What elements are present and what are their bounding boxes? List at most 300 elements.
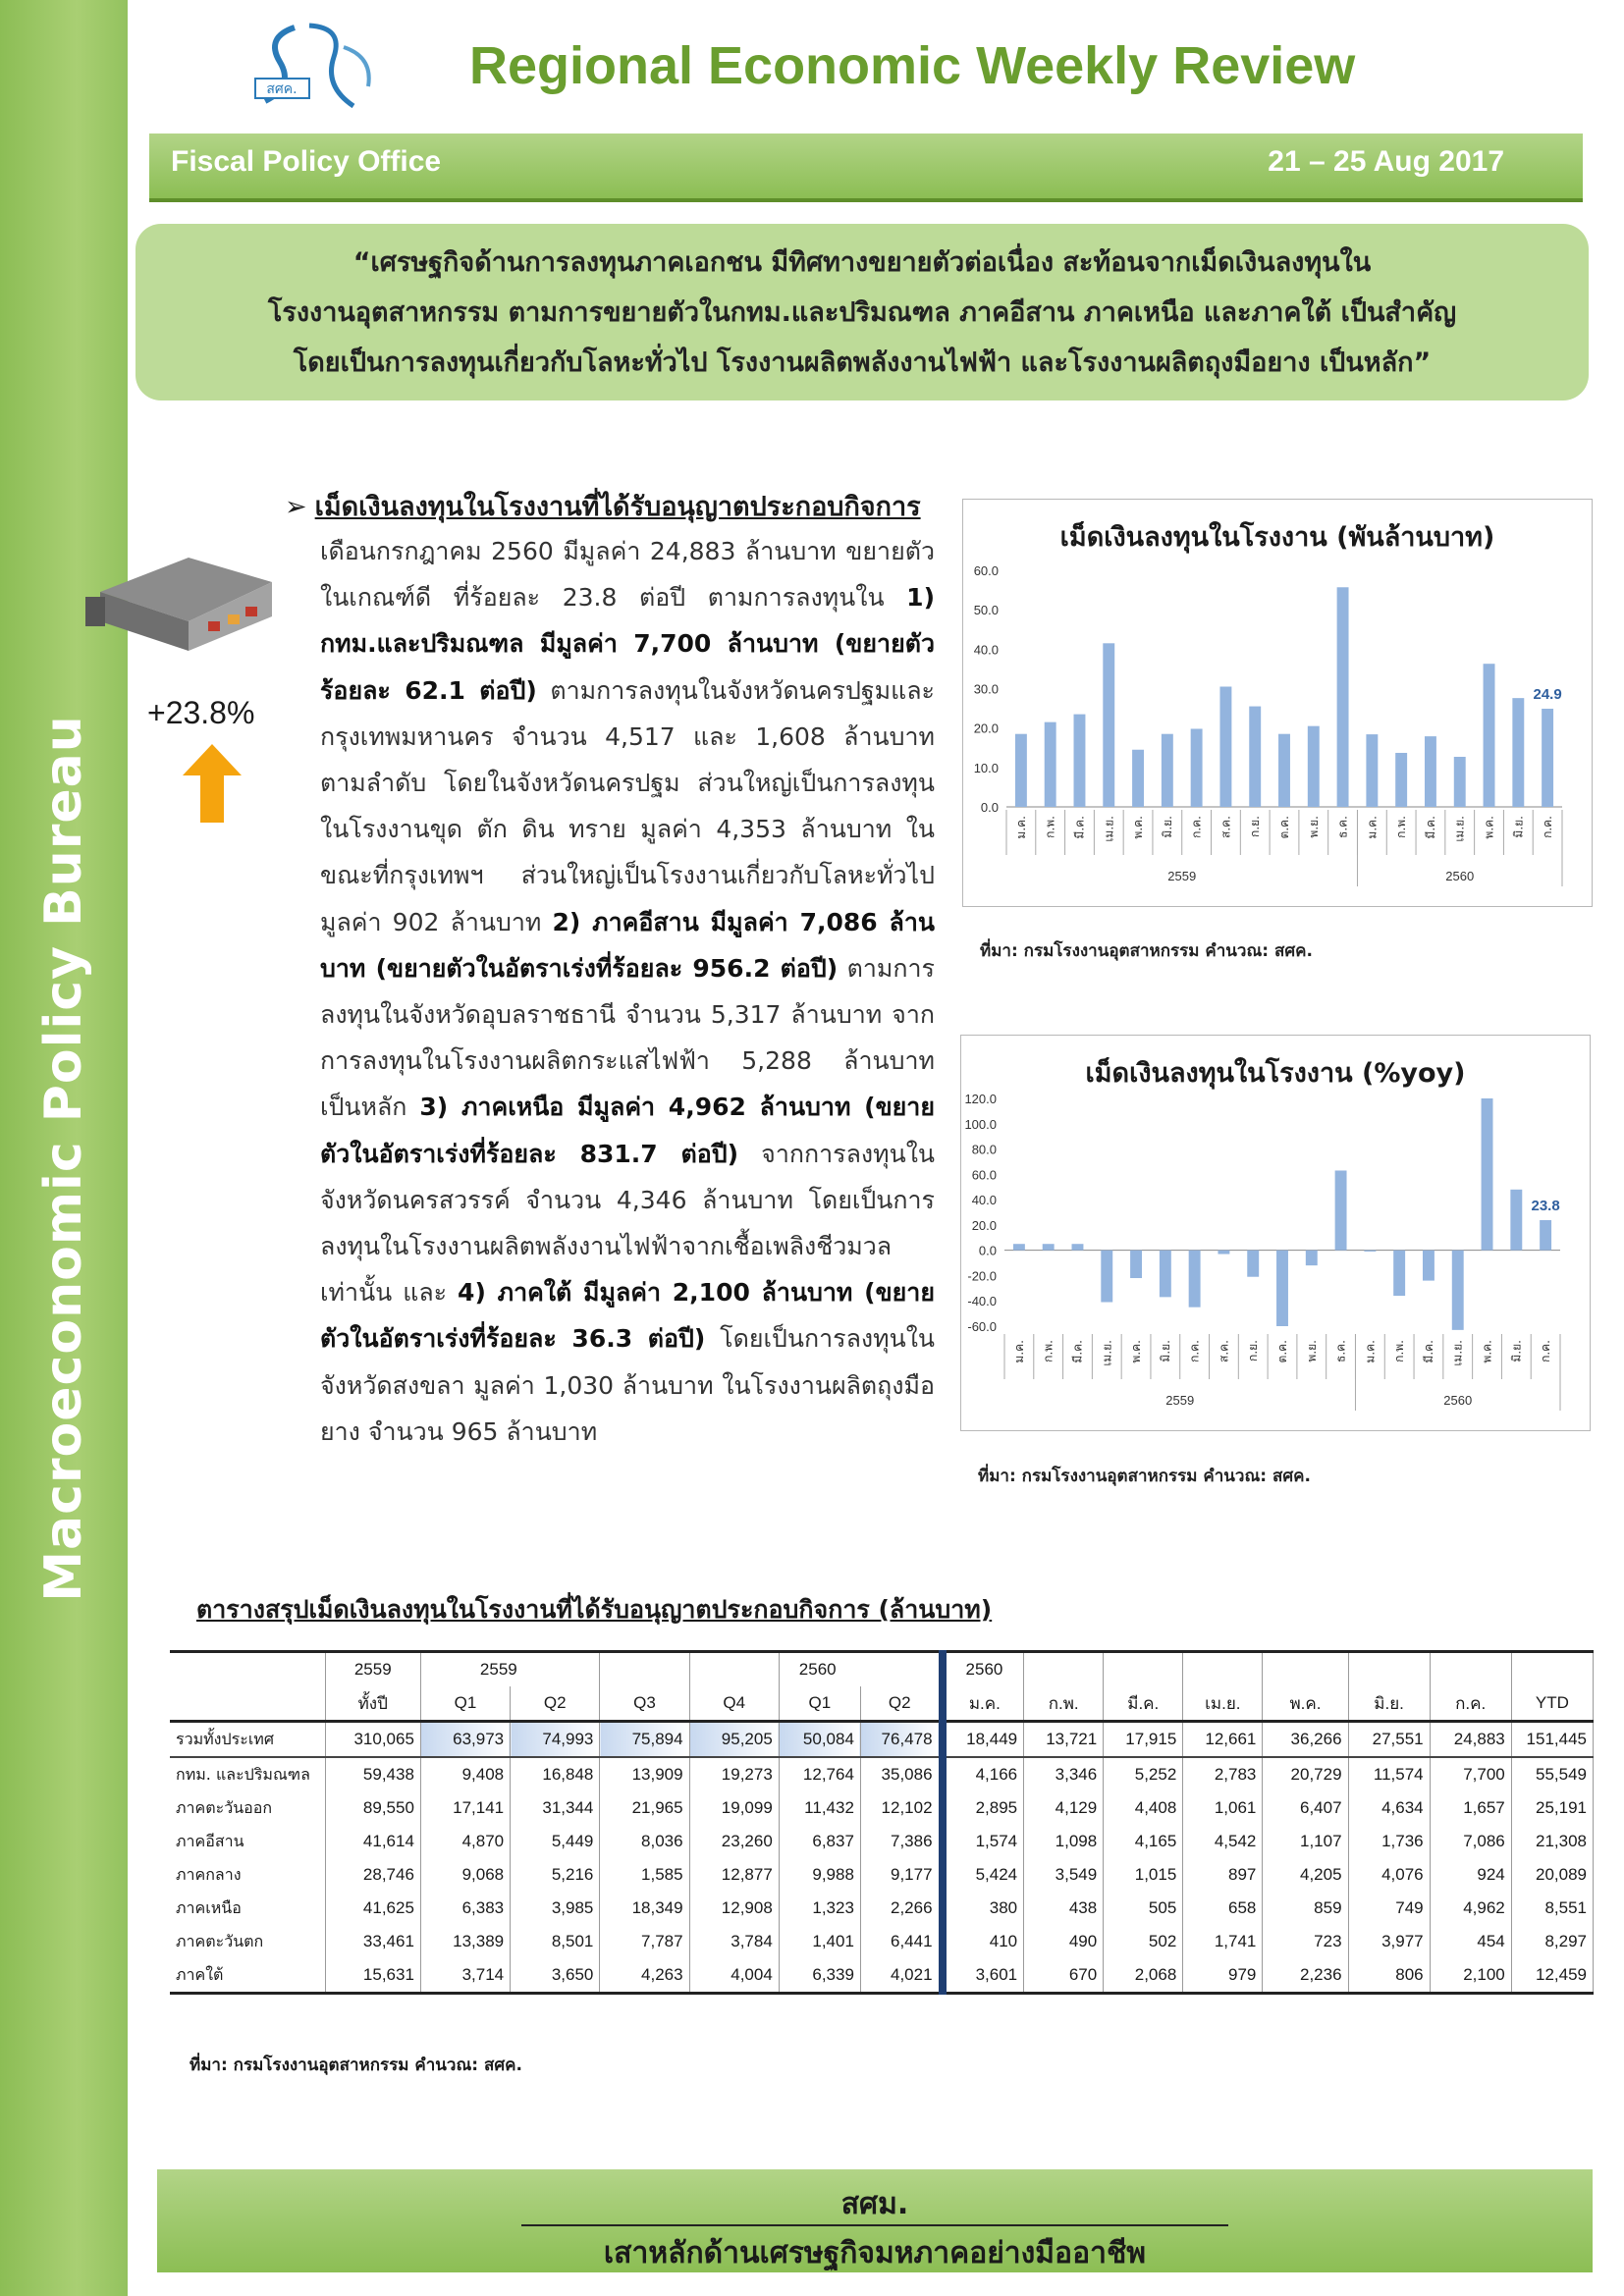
table-cell: 16,848 xyxy=(511,1757,600,1791)
table-cell: 12,661 xyxy=(1183,1722,1263,1758)
body-text: เดือนกรกฎาคม 2560 มีมูลค่า 24,883 ล้านบาท ขยายตัวในเกณฑ์ดี ที่ร้อยละ 23.8 ต่อปี ตามการลงทุนใน xyxy=(320,537,935,613)
x-tick-label: ต.ค. xyxy=(1275,1340,1289,1363)
table-cell: 21,965 xyxy=(600,1791,689,1825)
bar xyxy=(1482,1098,1493,1251)
y-tick-label: 120.0 xyxy=(964,1092,997,1106)
table-cell: 4,076 xyxy=(1348,1858,1430,1892)
table-cell: 12,764 xyxy=(779,1757,860,1791)
y-tick-label: 0.0 xyxy=(978,1243,997,1258)
table-row xyxy=(170,1722,1594,1758)
x-tick-label: มี.ค. xyxy=(1423,816,1437,839)
table-cell: 1,323 xyxy=(779,1892,860,1925)
section-body xyxy=(320,528,935,1455)
table-cell: 5,424 xyxy=(943,1858,1024,1892)
x-tick-label: มิ.ย. xyxy=(1511,816,1526,838)
x-tick-label: ส.ค. xyxy=(1217,1340,1231,1362)
table-cell: 454 xyxy=(1430,1925,1511,1958)
header-cell: เม.ย. xyxy=(1183,1686,1263,1722)
x-tick-label: ม.ค. xyxy=(1013,816,1028,839)
body-bold: 3) ภาคเหนือ มีมูลค่า 4,962 ล้านบาท (ขยายตัวในอัตราเร่งที่ร้อยละ 831.7 ต่อปี) xyxy=(320,1093,935,1168)
table-cell: 4,962 xyxy=(1430,1892,1511,1925)
header-cell: Q1 xyxy=(779,1686,860,1722)
table-cell: 6,837 xyxy=(779,1825,860,1858)
y-tick-label: 60.0 xyxy=(971,1167,997,1183)
table-cell: 63,973 xyxy=(420,1722,510,1758)
bar xyxy=(1160,1251,1171,1298)
investment-table xyxy=(170,1650,1594,1995)
row-label: รวมทั้งประเทศ xyxy=(170,1722,325,1758)
table-cell: 1,107 xyxy=(1263,1825,1348,1858)
x-tick-label: มิ.ย. xyxy=(1509,1340,1524,1362)
growth-value: +23.8% xyxy=(147,695,255,730)
table-cell: 4,004 xyxy=(689,1958,779,1994)
table-cell: 1,061 xyxy=(1183,1791,1263,1825)
x-tick-label: พ.ค. xyxy=(1480,1340,1494,1363)
header-cell: 2559 xyxy=(420,1652,599,1687)
x-tick-label: เม.ย. xyxy=(1102,816,1116,842)
header-cell xyxy=(1263,1652,1348,1687)
header-cell xyxy=(1104,1652,1183,1687)
header-cell: พ.ค. xyxy=(1263,1686,1348,1722)
table-row xyxy=(170,1858,1594,1892)
x-tick-label: มิ.ย. xyxy=(1158,1340,1172,1362)
table-cell: 1,098 xyxy=(1024,1825,1104,1858)
table-cell: 8,036 xyxy=(600,1825,689,1858)
table-cell: 33,461 xyxy=(325,1925,420,1958)
table-cell: 5,449 xyxy=(511,1825,600,1858)
table-cell: 18,349 xyxy=(600,1892,689,1925)
x-tick-label: ก.ค. xyxy=(1189,816,1204,838)
table-cell: 4,634 xyxy=(1348,1791,1430,1825)
header-band xyxy=(149,133,1583,202)
table-cell: 11,574 xyxy=(1348,1757,1430,1791)
table-cell: 3,549 xyxy=(1024,1858,1104,1892)
x-tick-label: พ.ย. xyxy=(1304,1340,1319,1362)
office-name: Fiscal Policy Office xyxy=(171,145,442,178)
table-cell: 8,297 xyxy=(1511,1925,1593,1958)
bar xyxy=(1103,643,1114,807)
table-cell: 28,746 xyxy=(325,1858,420,1892)
table-cell: 3,601 xyxy=(943,1958,1024,1994)
table-cell: 2,783 xyxy=(1183,1757,1263,1791)
table-cell: 24,883 xyxy=(1430,1722,1511,1758)
chart-svg xyxy=(963,500,1592,906)
table-cell: 6,441 xyxy=(860,1925,942,1958)
y-tick-label: 0.0 xyxy=(980,800,999,815)
x-tick-label: ม.ค. xyxy=(1365,816,1380,839)
table-cell: 2,895 xyxy=(943,1791,1024,1825)
table-cell: 35,086 xyxy=(860,1757,942,1791)
table-cell: 7,787 xyxy=(600,1925,689,1958)
table-cell: 658 xyxy=(1183,1892,1263,1925)
group-label: 2559 xyxy=(1167,869,1197,883)
table-cell: 74,993 xyxy=(511,1722,600,1758)
header-cell: มี.ค. xyxy=(1104,1686,1183,1722)
bar xyxy=(1364,1251,1376,1252)
x-tick-label: ก.พ. xyxy=(1043,816,1057,838)
table-cell: 8,551 xyxy=(1511,1892,1593,1925)
x-tick-label: ธ.ค. xyxy=(1335,816,1350,838)
header-cell: Q4 xyxy=(689,1686,779,1722)
x-tick-label: ก.ย. xyxy=(1246,1340,1261,1362)
group-label: 2560 xyxy=(1445,869,1475,883)
table-cell: 4,165 xyxy=(1104,1825,1183,1858)
table-cell: 4,021 xyxy=(860,1958,942,1994)
data-label: 23.8 xyxy=(1531,1197,1560,1214)
header-cell: 2560 xyxy=(779,1652,942,1687)
bar xyxy=(1045,722,1056,807)
table-cell: 50,084 xyxy=(779,1722,860,1758)
table-cell: 1,401 xyxy=(779,1925,860,1958)
table-cell: 979 xyxy=(1183,1958,1263,1994)
x-tick-label: ส.ค. xyxy=(1218,816,1233,838)
table-source: ที่มา: กรมโรงงานอุตสาหกรรม คำนวณ: สศค. xyxy=(189,2056,522,2075)
row-label: ภาคตะวันออก xyxy=(170,1791,325,1825)
header-cell: 2560 xyxy=(943,1652,1024,1687)
table-cell: 9,408 xyxy=(420,1757,510,1791)
sidebar xyxy=(0,0,128,2296)
quote-line: โดยเป็นการลงทุนเกี่ยวกับโลหะทั่วไป โรงงานผลิตพลังงานไฟฟ้า และโรงงานผลิตถุงมือยาง เป็นหลัก” xyxy=(293,347,1432,378)
chart-title: เม็ดเงินลงทุนในโรงงาน (%yoy) xyxy=(1085,1058,1466,1089)
table-cell: 17,141 xyxy=(420,1791,510,1825)
table-cell: 76,478 xyxy=(860,1722,942,1758)
x-tick-label: พ.ค. xyxy=(1482,816,1496,839)
chart-investment-yoy xyxy=(960,1035,1591,1431)
y-tick-label: 80.0 xyxy=(971,1142,997,1157)
table-cell: 9,988 xyxy=(779,1858,860,1892)
table-cell: 2,236 xyxy=(1263,1958,1348,1994)
table-cell: 3,650 xyxy=(511,1958,600,1994)
bar xyxy=(1512,698,1524,807)
table-cell: 41,614 xyxy=(325,1825,420,1858)
table-cell: 3,977 xyxy=(1348,1925,1430,1958)
row-label: ภาคเหนือ xyxy=(170,1892,325,1925)
table-cell: 1,741 xyxy=(1183,1925,1263,1958)
table-cell: 13,721 xyxy=(1024,1722,1104,1758)
quote-line: “เศรษฐกิจด้านการลงทุนภาคเอกชน มีทิศทางขยายตัวต่อเนื่อง สะท้อนจากเม็ดเงินลงทุนใน xyxy=(352,247,1372,278)
bar xyxy=(1335,1170,1347,1250)
bar xyxy=(1306,1251,1318,1265)
bar xyxy=(1423,1251,1435,1281)
bar xyxy=(1366,734,1378,807)
table-cell: 4,542 xyxy=(1183,1825,1263,1858)
sidebar-label: Macroeconomic Policy Bureau xyxy=(34,715,93,1602)
table-cell: 4,870 xyxy=(420,1825,510,1858)
footer-motto: เสาหลักด้านเศรษฐกิจมหภาคอย่างมืออาชีพ xyxy=(603,2236,1147,2270)
table-cell: 490 xyxy=(1024,1925,1104,1958)
bar xyxy=(1337,587,1349,807)
header-cell: 2559 xyxy=(325,1652,420,1687)
bar xyxy=(1247,1251,1259,1277)
x-tick-label: ก.ค. xyxy=(1187,1340,1202,1362)
bar xyxy=(1425,736,1436,807)
x-tick-label: มี.ค. xyxy=(1421,1340,1435,1363)
table-cell: 2,068 xyxy=(1104,1958,1183,1994)
data-label: 24.9 xyxy=(1533,685,1562,703)
table-row xyxy=(170,1757,1594,1791)
header-cell xyxy=(600,1652,689,1687)
table-cell: 20,089 xyxy=(1511,1858,1593,1892)
table-cell: 806 xyxy=(1348,1958,1430,1994)
table-cell: 12,459 xyxy=(1511,1958,1593,1994)
y-tick-label: 40.0 xyxy=(971,1193,997,1208)
table-cell: 27,551 xyxy=(1348,1722,1430,1758)
footer-band xyxy=(157,2169,1593,2272)
x-tick-label: เม.ย. xyxy=(1452,816,1467,842)
y-tick-label: 20.0 xyxy=(973,721,999,736)
chart-source: ที่มา: กรมโรงงานอุตสาหกรรม คำนวณ: สศค. xyxy=(978,1467,1311,1486)
table-cell: 6,383 xyxy=(420,1892,510,1925)
bar xyxy=(1510,1190,1522,1251)
bar xyxy=(1454,757,1466,807)
bar xyxy=(1162,734,1173,807)
x-tick-label: ม.ค. xyxy=(1011,1340,1026,1363)
body-text: ตามการลงทุนในจังหวัดอุบลราชธานี จำนวน 5,317 ล้านบาท จากการลงทุนในโรงงานผลิตกระแสไฟฟ้า 5,288 ล้านบาท เป็นหลัก xyxy=(320,953,935,1122)
chart-title: เม็ดเงินลงทุนในโรงงาน (พันล้านบาท) xyxy=(1059,522,1495,553)
table-row xyxy=(170,1791,1594,1825)
group-label: 2559 xyxy=(1165,1393,1195,1408)
body-bold: 2) ภาคอีสาน มีมูลค่า 7,086 ล้านบาท (ขยายตัวในอัตราเร่งที่ร้อยละ 956.2 ต่อปี) xyxy=(320,907,935,983)
section-heading-text: เม็ดเงินลงทุนในโรงงานที่ได้รับอนุญาตประกอบกิจการ xyxy=(314,492,921,522)
x-tick-label: ก.พ. xyxy=(1394,816,1409,838)
table-cell: 151,445 xyxy=(1511,1722,1593,1758)
group-label: 2560 xyxy=(1443,1393,1473,1408)
x-tick-label: พ.ย. xyxy=(1306,816,1321,838)
table-cell: 7,086 xyxy=(1430,1825,1511,1858)
table-cell: 21,308 xyxy=(1511,1825,1593,1858)
header-cell xyxy=(1430,1652,1511,1687)
table-cell: 18,449 xyxy=(943,1722,1024,1758)
table-row xyxy=(170,1958,1594,1994)
y-tick-label: 20.0 xyxy=(971,1217,997,1233)
table-title: ตารางสรุปเม็ดเงินลงทุนในโรงงานที่ได้รับอนุญาตประกอบกิจการ (ล้านบาท) xyxy=(196,1595,993,1624)
x-tick-label: ก.ค. xyxy=(1539,1340,1553,1362)
x-tick-label: ก.ค. xyxy=(1541,816,1555,838)
bar xyxy=(1542,709,1553,807)
footer-org: สศม. xyxy=(840,2187,909,2221)
table-cell: 12,102 xyxy=(860,1791,942,1825)
y-tick-label: -40.0 xyxy=(967,1294,997,1309)
row-label: ภาคกลาง xyxy=(170,1858,325,1892)
date-range: 21 – 25 Aug 2017 xyxy=(1268,145,1504,178)
x-tick-label: ม.ค. xyxy=(1363,1340,1378,1363)
header-cell xyxy=(1511,1652,1593,1687)
row-label: ภาคตะวันตก xyxy=(170,1925,325,1958)
summary-quote xyxy=(135,224,1589,400)
table-cell: 2,266 xyxy=(860,1892,942,1925)
bullet-arrow-icon: ➢ xyxy=(285,492,307,522)
header-cell: ทั้งปี xyxy=(325,1686,420,1722)
table-cell: 670 xyxy=(1024,1958,1104,1994)
body-text: จากการลงทุนในจังหวัดนครสวรรค์ จำนวน 4,346 ล้านบาท โดยเป็นการลงทุนในโรงงานผลิตพลังงานไฟฟ้าจากเชื้อเพลิงชีวมวลเท่านั้น และ xyxy=(320,1139,935,1308)
header-cell xyxy=(1183,1652,1263,1687)
bar xyxy=(1393,1251,1405,1296)
header-cell: มิ.ย. xyxy=(1348,1686,1430,1722)
table-cell: 749 xyxy=(1348,1892,1430,1925)
x-tick-label: ก.พ. xyxy=(1041,1340,1056,1362)
y-tick-label: 60.0 xyxy=(973,563,999,578)
table-cell: 4,408 xyxy=(1104,1791,1183,1825)
table-cell: 15,631 xyxy=(325,1958,420,1994)
table-cell: 1,585 xyxy=(600,1858,689,1892)
table-cell: 25,191 xyxy=(1511,1791,1593,1825)
table-cell: 8,501 xyxy=(511,1925,600,1958)
x-tick-label: เม.ย. xyxy=(1450,1340,1465,1366)
table-cell: 4,205 xyxy=(1263,1858,1348,1892)
table-cell: 4,129 xyxy=(1024,1791,1104,1825)
body-text: ตามการลงทุนในจังหวัดนครปฐมและกรุงเทพมหานคร จำนวน 4,517 และ 1,608 ล้านบาท ตามลำดับ โดยในจังหวัดนครปฐม ส่วนใหญ่เป็นการลงทุนในโรงงานขุด ตัก ดิน ทราย มูลค่า 4,353 ล้านบาท ในขณะที่กรุงเทพฯ ส่วนใหญ่เป็นโรงงานเกี่ยวกับโลหะทั่วไป มูลค่า 902 ล้านบาท xyxy=(320,675,935,936)
bar xyxy=(1132,750,1144,807)
table-row xyxy=(170,1925,1594,1958)
x-tick-label: มิ.ย. xyxy=(1160,816,1174,838)
y-tick-label: 100.0 xyxy=(964,1116,997,1132)
header-cell: ก.พ. xyxy=(1024,1686,1104,1722)
header-cell xyxy=(689,1652,779,1687)
chart-svg xyxy=(961,1036,1590,1430)
header-cell: ม.ค. xyxy=(943,1686,1024,1722)
bar xyxy=(1189,1251,1201,1308)
table-cell: 1,657 xyxy=(1430,1791,1511,1825)
table-cell: 859 xyxy=(1263,1892,1348,1925)
table-cell: 4,166 xyxy=(943,1757,1024,1791)
bar xyxy=(1101,1251,1112,1303)
y-tick-label: 40.0 xyxy=(973,642,999,658)
table-cell: 3,346 xyxy=(1024,1757,1104,1791)
table-cell: 41,625 xyxy=(325,1892,420,1925)
table-cell: 31,344 xyxy=(511,1791,600,1825)
header-cell xyxy=(1348,1652,1430,1687)
bar xyxy=(1278,734,1290,807)
table-cell: 89,550 xyxy=(325,1791,420,1825)
bar xyxy=(1308,726,1320,807)
table-cell: 19,099 xyxy=(689,1791,779,1825)
bar xyxy=(1219,686,1231,807)
body-text: โดยเป็นการลงทุนในจังหวัดสงขลา มูลค่า 1,030 ล้านบาท ในโรงงานผลิตถุงมือยาง จำนวน 965 ล้านบาท xyxy=(320,1324,935,1446)
table-cell: 723 xyxy=(1263,1925,1348,1958)
x-tick-label: พ.ค. xyxy=(1131,816,1146,839)
factory-illustration xyxy=(81,538,287,656)
table-cell: 7,700 xyxy=(1430,1757,1511,1791)
header-cell: Q2 xyxy=(860,1686,942,1722)
table-cell: 924 xyxy=(1430,1858,1511,1892)
header-cell xyxy=(170,1652,325,1687)
table-cell: 36,266 xyxy=(1263,1722,1348,1758)
table-cell: 9,177 xyxy=(860,1858,942,1892)
table-cell: 12,877 xyxy=(689,1858,779,1892)
table-cell: 410 xyxy=(943,1925,1024,1958)
bar xyxy=(1013,1244,1025,1250)
table-cell: 11,432 xyxy=(779,1791,860,1825)
row-label: ภาคอีสาน xyxy=(170,1825,325,1858)
table-cell: 17,915 xyxy=(1104,1722,1183,1758)
table-cell: 380 xyxy=(943,1892,1024,1925)
table-cell: 1,736 xyxy=(1348,1825,1430,1858)
bar xyxy=(1130,1251,1142,1278)
x-tick-label: ก.ย. xyxy=(1248,816,1263,837)
bar xyxy=(1249,707,1261,807)
chart-source: ที่มา: กรมโรงงานอุตสาหกรรม คำนวณ: สศค. xyxy=(980,941,1313,961)
table-cell: 5,252 xyxy=(1104,1757,1183,1791)
bar xyxy=(1540,1220,1551,1251)
y-tick-label: 10.0 xyxy=(973,760,999,775)
table-cell: 9,068 xyxy=(420,1858,510,1892)
table-cell: 4,263 xyxy=(600,1958,689,1994)
table-cell: 1,574 xyxy=(943,1825,1024,1858)
body-bold: 1) กทม.และปริมณฑล มีมูลค่า 7,700 ล้านบาท (ขยายตัวร้อยละ 62.1 ต่อปี) xyxy=(320,583,935,705)
bar xyxy=(1276,1251,1288,1326)
table-cell: 12,908 xyxy=(689,1892,779,1925)
table-cell: 20,729 xyxy=(1263,1757,1348,1791)
table-cell: 505 xyxy=(1104,1892,1183,1925)
table-cell: 59,438 xyxy=(325,1757,420,1791)
page-title: Regional Economic Weekly Review xyxy=(469,36,1356,95)
x-tick-label: ก.พ. xyxy=(1392,1340,1407,1362)
bar xyxy=(1072,1244,1084,1250)
table-cell: 13,909 xyxy=(600,1757,689,1791)
header-cell: Q1 xyxy=(420,1686,510,1722)
table-cell: 19,273 xyxy=(689,1757,779,1791)
row-label: กทม. และปริมณฑล xyxy=(170,1757,325,1791)
table-cell: 23,260 xyxy=(689,1825,779,1858)
bar xyxy=(1395,753,1407,807)
x-tick-label: เม.ย. xyxy=(1100,1340,1114,1366)
header-cell: Q3 xyxy=(600,1686,689,1722)
header-cell: Q2 xyxy=(511,1686,600,1722)
table-cell: 3,784 xyxy=(689,1925,779,1958)
body-bold: 4) ภาคใต้ มีมูลค่า 2,100 ล้านบาท (ขยายตัวในอัตราเร่งที่ร้อยละ 36.3 ต่อปี) xyxy=(320,1278,935,1354)
bar xyxy=(1015,734,1027,807)
bar xyxy=(1074,715,1086,807)
table-cell: 438 xyxy=(1024,1892,1104,1925)
table-cell: 502 xyxy=(1104,1925,1183,1958)
table-cell: 310,065 xyxy=(325,1722,420,1758)
table-header-row xyxy=(170,1686,1594,1722)
table-cell: 3,714 xyxy=(420,1958,510,1994)
x-tick-label: มี.ค. xyxy=(1070,1340,1085,1363)
table-body xyxy=(170,1722,1594,1994)
table-row xyxy=(170,1892,1594,1925)
table-cell: 7,386 xyxy=(860,1825,942,1858)
section-heading xyxy=(285,485,921,527)
quote-line: โรงงานอุตสาหกรรม ตามการขยายตัวในกทม.และปริมณฑล ภาคอีสาน ภาคเหนือ และภาคใต้ เป็นสำคัญ xyxy=(267,297,1457,328)
y-tick-label: 50.0 xyxy=(973,603,999,618)
bar xyxy=(1218,1251,1229,1255)
header-cell xyxy=(170,1686,325,1722)
logo-text: สศค. xyxy=(266,81,298,97)
x-tick-label: มี.ค. xyxy=(1072,816,1087,839)
table-row xyxy=(170,1825,1594,1858)
table-cell: 6,407 xyxy=(1263,1791,1348,1825)
fpo-logo xyxy=(226,18,393,135)
table-header-row xyxy=(170,1652,1594,1687)
table-cell: 2,100 xyxy=(1430,1958,1511,1994)
y-tick-label: -20.0 xyxy=(967,1268,997,1284)
header-cell xyxy=(1024,1652,1104,1687)
header-cell: ก.ค. xyxy=(1430,1686,1511,1722)
x-tick-label: ธ.ค. xyxy=(1333,1340,1348,1362)
row-label: ภาคใต้ xyxy=(170,1958,325,1994)
table-cell: 1,015 xyxy=(1104,1858,1183,1892)
table-cell: 75,894 xyxy=(600,1722,689,1758)
table-cell: 55,549 xyxy=(1511,1757,1593,1791)
bar xyxy=(1484,664,1495,807)
x-tick-label: ต.ค. xyxy=(1277,816,1291,839)
table-cell: 6,339 xyxy=(779,1958,860,1994)
bar xyxy=(1452,1251,1464,1330)
y-tick-label: 30.0 xyxy=(973,681,999,697)
x-tick-label: พ.ค. xyxy=(1129,1340,1144,1363)
table-cell: 3,985 xyxy=(511,1892,600,1925)
